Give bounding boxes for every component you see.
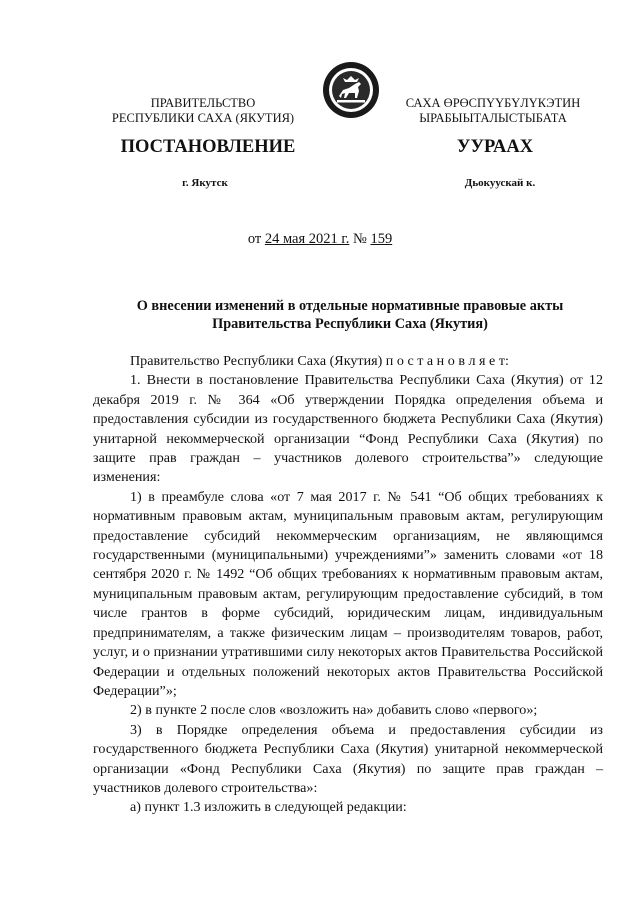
title-line-2: Правительства Республики Саха (Якутия) <box>212 316 488 332</box>
issuer-right-line1: САХА ӨРӨСПҮҮБҮЛҮКЭТИН <box>405 96 581 110</box>
issuer-left-line1: ПРАВИТЕЛЬСТВО <box>150 96 256 110</box>
city-left: г. Якутск <box>182 177 228 189</box>
issuer-left <box>88 96 318 126</box>
issuer-right <box>378 96 608 126</box>
date-line <box>0 231 640 248</box>
city-right: Дьокуускай к. <box>464 177 536 189</box>
paragraph-1: 1. Внести в постановление Правительства Республики Саха (Якутия) от 12 декабря 2019 г. № 364 «Об утверждении Порядка определения объема и предоставления субсидии из государственного бюджета Республики Саха (Якутия) унитарной некоммерческой организации “Фонд Республики Саха (Якутия) по защите прав граждан – участников долевого строительства”» следующие изменения: <box>93 372 603 486</box>
document-body <box>93 352 603 818</box>
issuer-left-line2: РЕСПУБЛИКИ САХА (ЯКУТИЯ) <box>111 111 295 125</box>
document-number: 159 <box>370 231 393 247</box>
paragraph-1-1: 1) в преамбуле слова «от 7 мая 2017 г. № 541 “Об общих требованиях к нормативным правовым актам, муниципальным правовым актам, регулирующим предоставление субсидий некоммерческим организациям, не являющимся государственными (муниципальными) учреждениями”» заменить словами «от 18 сентября 2020 г. № 1492 “Об общих требованиях к нормативным правовым актам, муниципальным правовым актам, регулирующим предоставление субсидий, в том числе грантов в форме субсидий, юридическим лицам, индивидуальным предпринимателям, а также физическим лицам – производителям товаров, работ, услуг, и о признании утратившими силу некоторых актов Правительства Российской Федерации и отдельных положений некоторых актов Правительства Российской Федерации”»; <box>93 488 603 699</box>
paragraph-1-2: 2) в пункте 2 после слов «возложить на» добавить слово «первого»; <box>130 702 538 719</box>
doc-type-left: ПОСТАНОВЛЕНИЕ <box>120 137 296 157</box>
paragraph-preamble: Правительство Республики Саха (Якутия) п о с т а н о в л я е т: <box>130 353 509 369</box>
paragraph-1-3: 3) в Порядке определения объема и предоставления субсидии из государственного бюджета Республики Саха (Якутия) унитарной некоммерческой организации «Фонд Республики Саха (Якутия) по защите прав граждан – участников долевого строительства»: <box>93 721 603 796</box>
number-sign: № <box>349 231 371 247</box>
coat-of-arms-icon <box>321 60 381 120</box>
date-prefix: от <box>247 231 265 247</box>
document-date: 24 мая 2021 г. <box>264 231 350 247</box>
paragraph-1-3-a: а) пункт 1.3 изложить в следующей редакции: <box>130 799 407 816</box>
document-title <box>90 297 610 333</box>
doc-type-right: УУРААХ <box>456 137 534 157</box>
issuer-right-line2: ЫРАБЫЫТАЛЫСТЫБАТА <box>419 111 567 125</box>
title-line-1: О внесении изменений в отдельные нормативные правовые акты <box>136 298 564 314</box>
